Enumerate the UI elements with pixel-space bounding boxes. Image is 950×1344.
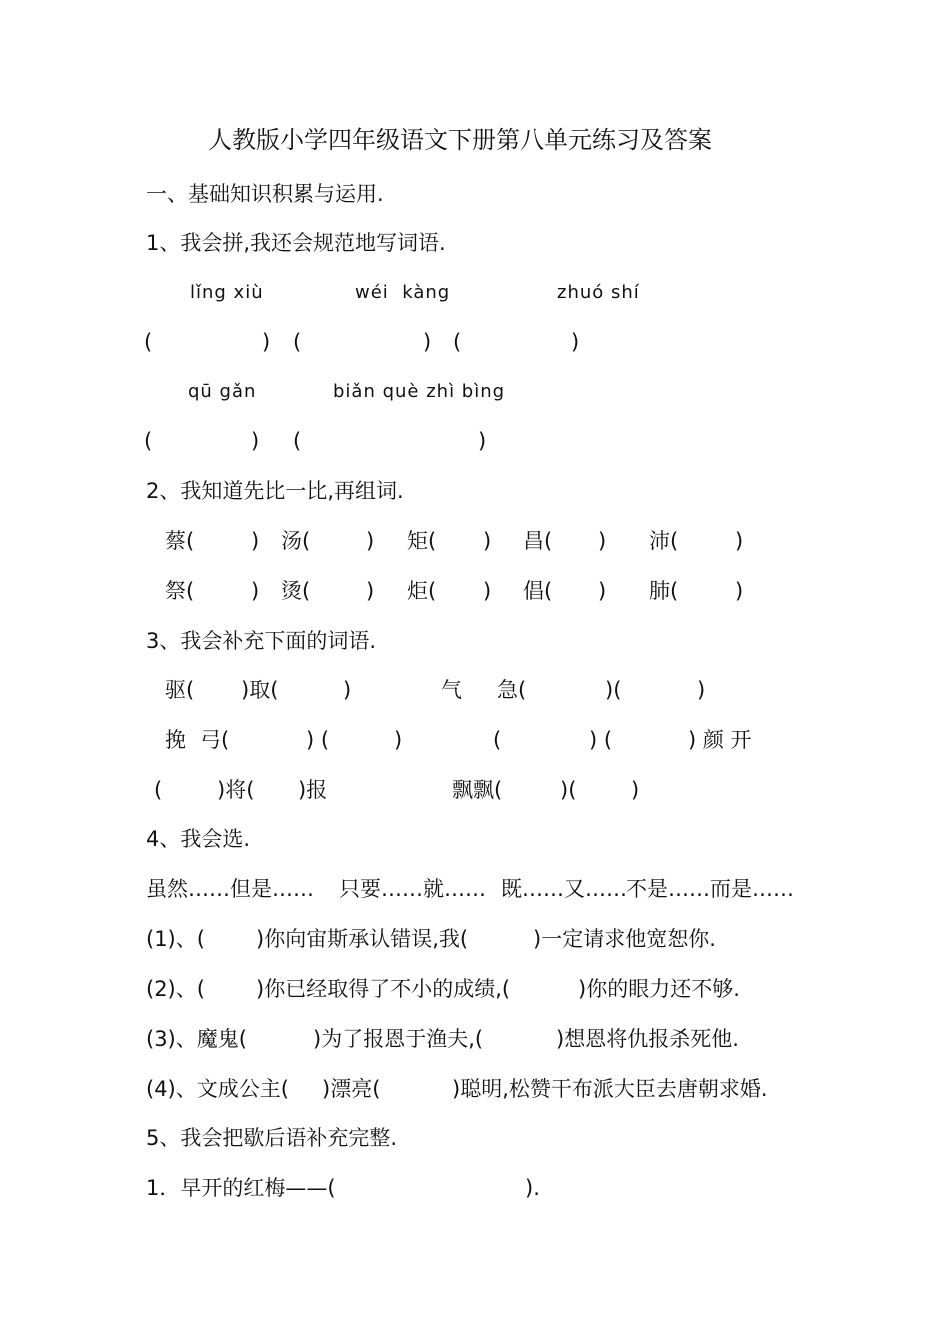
sentence-part: )想恩将仇报杀死他. — [556, 1027, 739, 1051]
idiom-part: 驱( — [165, 678, 195, 702]
answer-blank-close: ) — [478, 429, 487, 453]
answer-blank-close: ) — [571, 330, 580, 354]
sentence-part: )你的眼力还不够. — [578, 977, 740, 1001]
char-item-close: ) — [251, 579, 260, 603]
sentence-part: )漂亮( — [322, 1077, 381, 1101]
char-item: 沛( — [649, 529, 679, 553]
idiom-part: 挽 — [165, 728, 186, 752]
idiom-part: )( — [605, 678, 622, 702]
char-item: 矩( — [407, 529, 437, 553]
xiehouyu-part: ). — [525, 1176, 540, 1200]
sentence-part: )一定请求他宽恕你. — [533, 927, 716, 951]
idiom-part: ( — [154, 778, 163, 802]
sentence-part: (2)、( — [146, 977, 205, 1001]
idiom-part: )( — [560, 778, 577, 802]
char-item-close: ) — [366, 579, 375, 603]
answer-blank-open: ( — [453, 330, 462, 354]
question-2-heading: 2、我知道先比一比,再组词. — [146, 479, 404, 503]
idiom-part: )报 — [298, 778, 328, 802]
document-title: 人教版小学四年级语文下册第八单元练习及答案 — [208, 126, 712, 154]
question-1-heading: 1、我会拼,我还会规范地写词语. — [146, 231, 446, 255]
conjunction-option: 只要……就…… — [339, 877, 486, 901]
char-item-close: ) — [598, 579, 607, 603]
idiom-part: ) — [394, 728, 403, 752]
char-item-close: ) — [366, 529, 375, 553]
char-item-close: ) — [598, 529, 607, 553]
idiom-part: 飘飘( — [452, 778, 503, 802]
char-item-close: ) — [483, 529, 492, 553]
idiom-part: )取( — [241, 678, 279, 702]
idiom-part: 弓( — [200, 728, 230, 752]
sentence-part: )你向宙斯承认错误,我( — [256, 927, 469, 951]
char-item-close: ) — [735, 579, 744, 603]
question-3-heading: 3、我会补充下面的词语. — [146, 629, 377, 653]
section-heading: 一、基础知识积累与运用. — [146, 182, 384, 206]
answer-blank-open: ( — [293, 330, 302, 354]
char-item: 昌( — [523, 529, 553, 553]
idiom-part: ) ( — [589, 728, 613, 752]
xiehouyu-part: 1．早开的红梅——( — [146, 1176, 336, 1200]
sentence-part: )为了报恩于渔夫,( — [313, 1027, 484, 1051]
answer-blank-close: ) — [251, 429, 260, 453]
idiom-part: 急( — [497, 678, 527, 702]
pinyin: zhuó shí — [557, 282, 640, 303]
answer-blank-open: ( — [293, 429, 302, 453]
char-item: 汤( — [281, 529, 311, 553]
idiom-part: 气 — [441, 678, 462, 702]
sentence-part: )聪明,松赞干布派大臣去唐朝求婚. — [452, 1077, 768, 1101]
question-5-heading: 5、我会把歇后语补充完整. — [146, 1126, 398, 1150]
char-item: 蔡( — [165, 529, 195, 553]
char-item-close: ) — [483, 579, 492, 603]
sentence-part: (3)、魔鬼( — [146, 1027, 247, 1051]
idiom-part: ) — [697, 678, 706, 702]
char-item-close: ) — [735, 529, 744, 553]
answer-blank-close: ) — [423, 330, 432, 354]
sentence-part: )你已经取得了不小的成绩,( — [256, 977, 511, 1001]
conjunction-option: 不是……而是…… — [626, 877, 794, 901]
char-item: 祭( — [165, 579, 195, 603]
answer-blank-open: ( — [144, 429, 153, 453]
sentence-part: (1)、( — [146, 927, 205, 951]
answer-blank-close: ) — [262, 330, 271, 354]
idiom-part: ) 颜 开 — [688, 728, 752, 752]
conjunction-option: 既……又…… — [501, 877, 627, 901]
idiom-part: ) ( — [306, 728, 330, 752]
pinyin: biǎn què zhì bìng — [333, 381, 506, 402]
idiom-part: )将( — [217, 778, 255, 802]
pinyin: wéi kàng — [355, 282, 451, 303]
pinyin: qū gǎn — [188, 381, 257, 402]
idiom-part: ) — [631, 778, 640, 802]
conjunction-option: 虽然……但是…… — [146, 877, 314, 901]
idiom-part: ( — [493, 728, 502, 752]
answer-blank-open: ( — [144, 330, 153, 354]
question-4-heading: 4、我会选. — [146, 827, 251, 851]
idiom-part: ) — [343, 678, 352, 702]
char-item: 烫( — [281, 579, 311, 603]
char-item: 肺( — [649, 579, 679, 603]
pinyin: lǐng xiù — [190, 282, 264, 303]
char-item: 倡( — [523, 579, 553, 603]
char-item-close: ) — [251, 529, 260, 553]
sentence-part: (4)、文成公主( — [146, 1077, 289, 1101]
char-item: 炬( — [407, 579, 437, 603]
